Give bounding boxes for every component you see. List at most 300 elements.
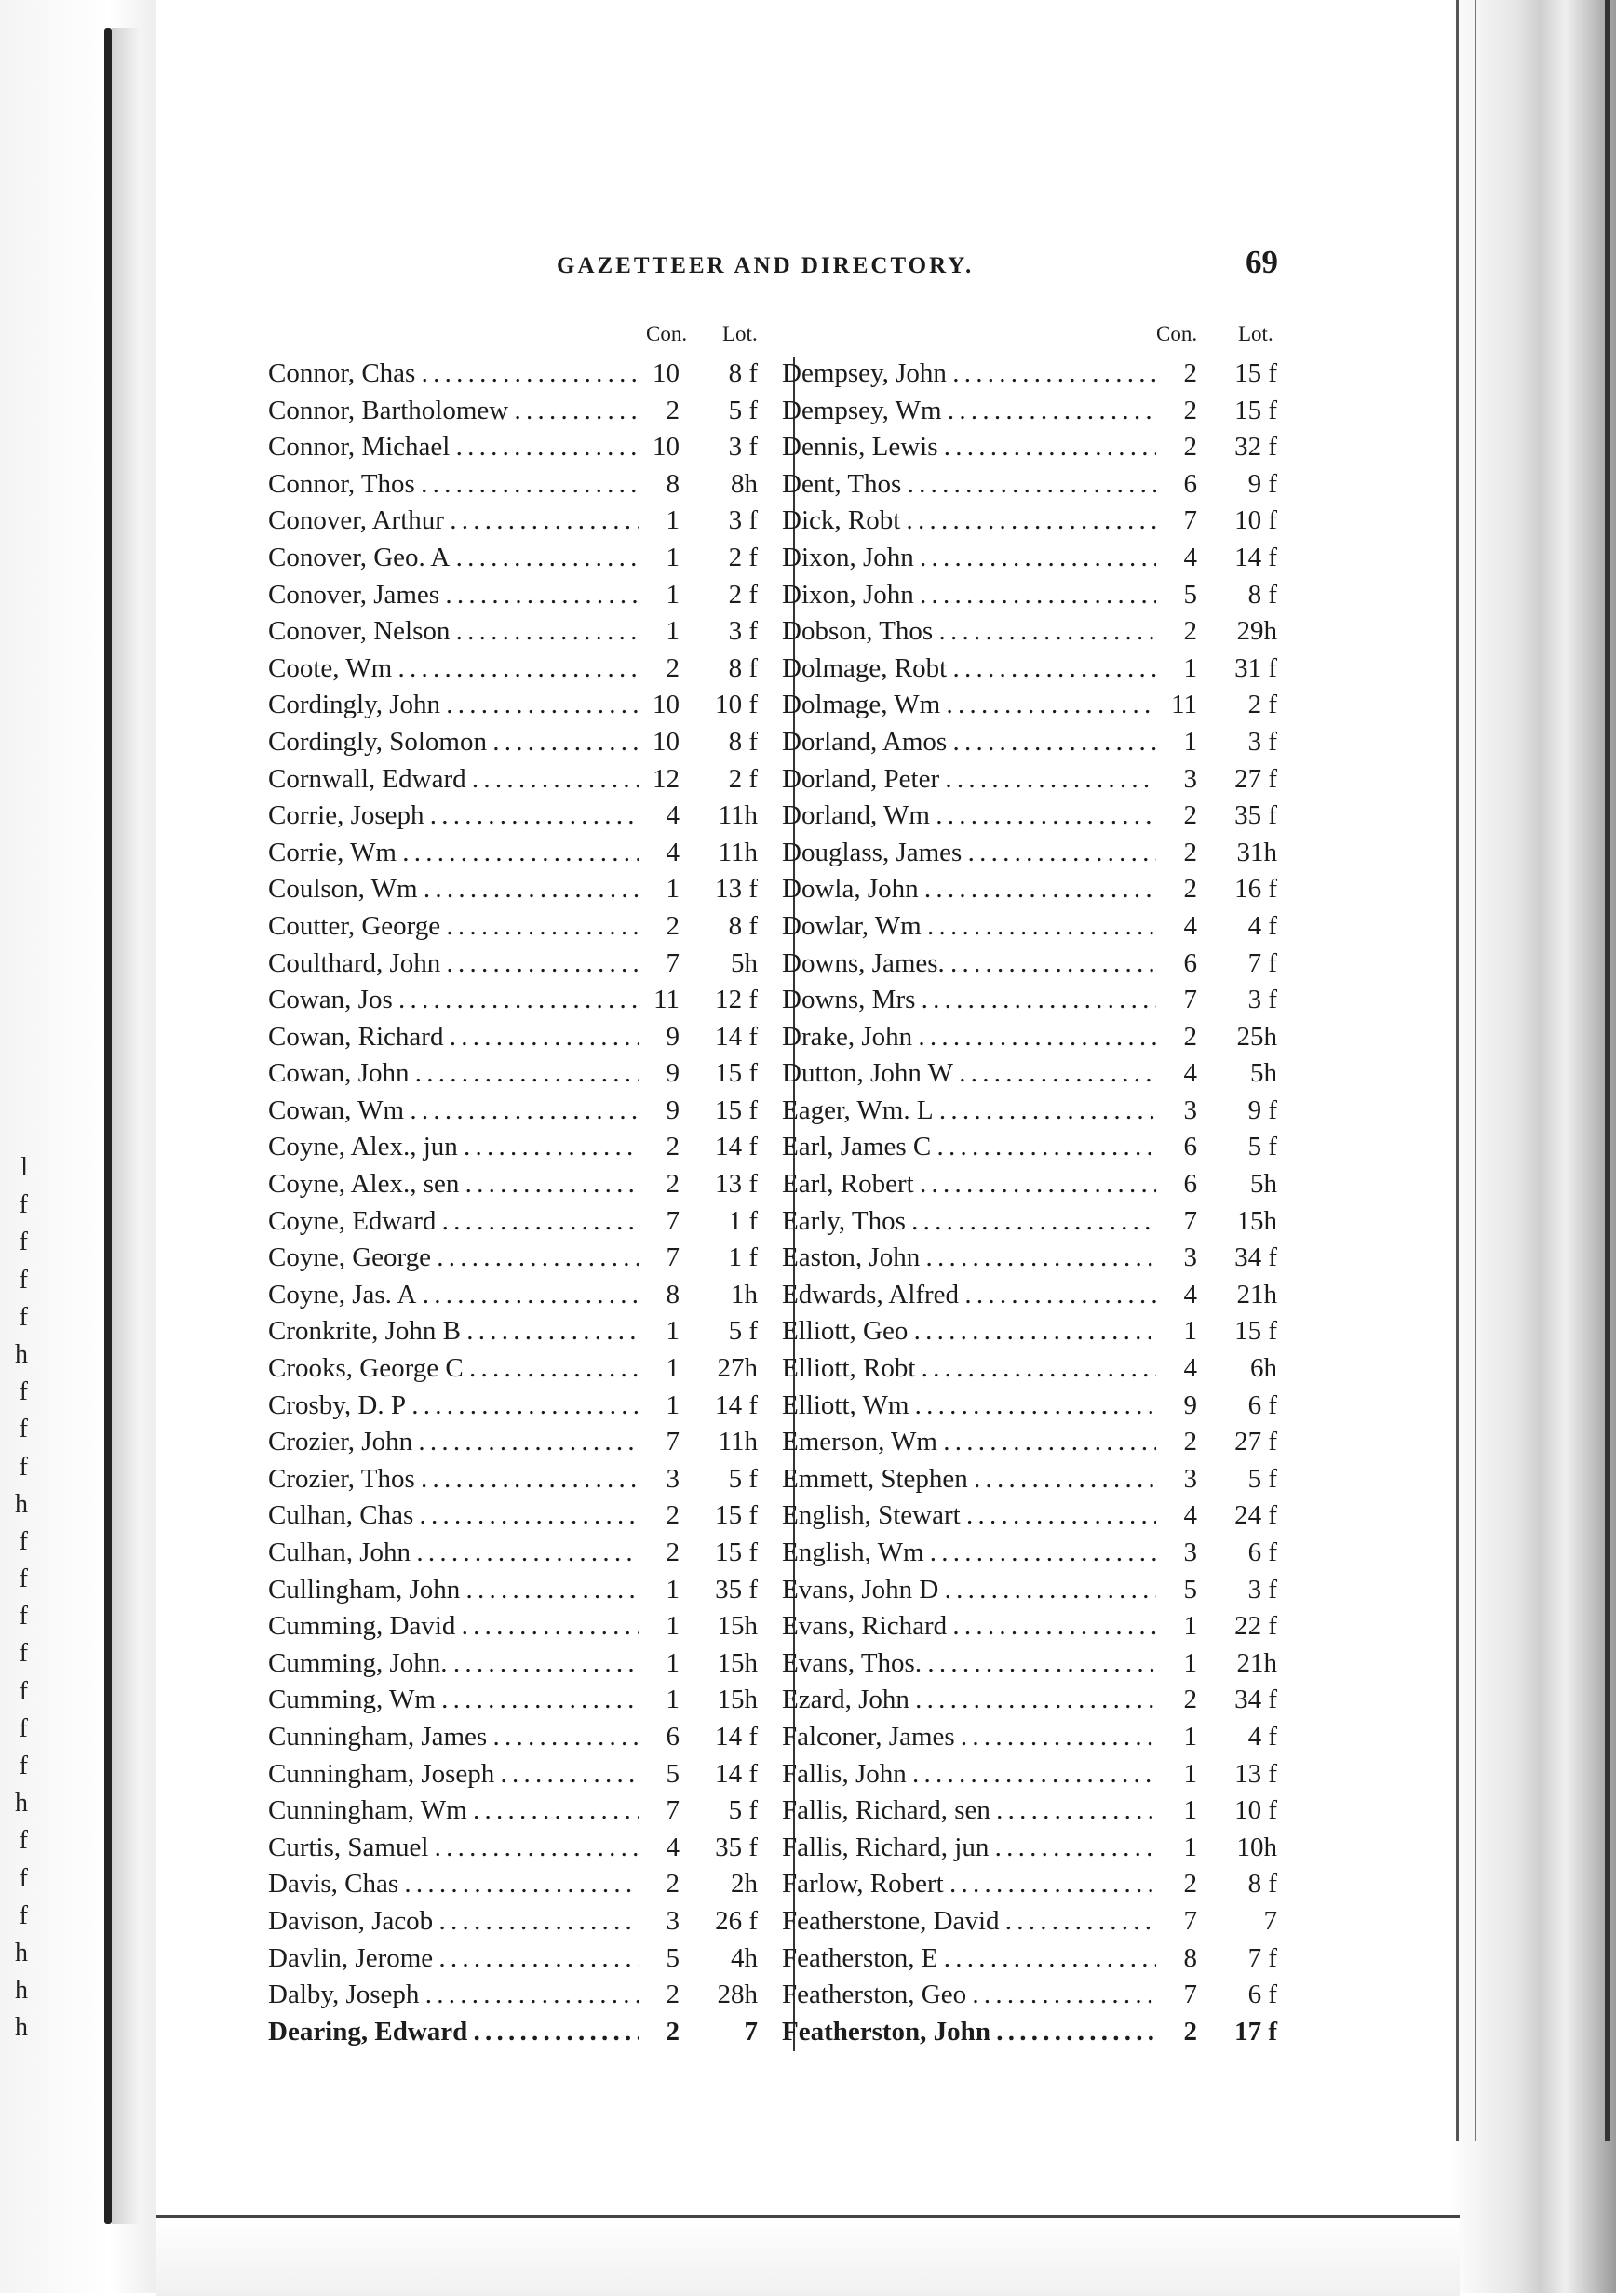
facing-page-fragment: f (19, 1639, 28, 1669)
facing-page-fragment: f (19, 1526, 28, 1556)
directory-column-left (268, 322, 771, 2050)
resident-name: Cowan, John . . . (268, 1055, 639, 1093)
concession-number: 1 (1183, 1647, 1197, 1678)
resident-name: Edwards, Alfred . . . (782, 1277, 1156, 1314)
concession-number: 10 (653, 432, 680, 463)
lot-number: 5 f (1247, 1463, 1277, 1494)
resident-name: Corrie, Joseph . . . (268, 798, 639, 835)
concession-number: 1 (666, 1611, 680, 1642)
concession-number: 11 (1171, 690, 1197, 720)
lot-number: 6 f (1247, 1980, 1277, 2010)
resident-name: Connor, Michael . . . (268, 429, 639, 466)
facing-page-fragment: h (15, 1789, 28, 1819)
lot-number: 35 f (715, 1574, 758, 1605)
directory-entry (782, 1830, 1294, 1867)
directory-entry (782, 1866, 1294, 1903)
lot-number: 6 f (1247, 1390, 1277, 1420)
directory-entry (782, 1424, 1294, 1461)
lot-number: 2 f (728, 542, 758, 572)
directory-entry (268, 1166, 771, 1203)
directory-entry (268, 1756, 771, 1793)
lot-number: 29h (1236, 616, 1277, 647)
lot-number: 15 f (715, 1500, 758, 1531)
resident-name: Featherstone, David . . . (782, 1903, 1156, 1940)
resident-name: Dobson, Thos . . . (782, 613, 1156, 651)
lot-number: 5 f (728, 1316, 758, 1347)
concession-number: 4 (666, 800, 680, 831)
directory-entry (268, 1497, 771, 1535)
lot-number: 5h (1250, 1058, 1277, 1089)
directory-column-right (782, 322, 1294, 2050)
directory-entry (782, 1019, 1294, 1056)
lot-number: 35 f (715, 1832, 758, 1862)
resident-name: Dolmage, Robt . . . (782, 651, 1156, 688)
concession-number: 2 (1183, 874, 1197, 905)
concession-number: 4 (666, 837, 680, 867)
directory-entry (268, 798, 771, 835)
directory-entry (268, 687, 771, 724)
resident-name: Conover, Arthur . . . (268, 503, 639, 540)
concession-number: 2 (666, 1169, 680, 1200)
concession-number: 4 (666, 1832, 680, 1862)
concession-number: 9 (666, 1094, 680, 1125)
concession-number: 5 (1183, 579, 1197, 610)
directory-entry (268, 1866, 771, 1903)
lot-number: 14 f (715, 1132, 758, 1162)
directory-entry (782, 613, 1294, 651)
resident-name: Cordingly, Solomon . . . (268, 724, 639, 761)
lot-number: 3 f (728, 616, 758, 647)
concession-number: 7 (1183, 505, 1197, 536)
resident-name: Coyne, Alex., sen . . . (268, 1166, 639, 1203)
lot-number: 4h (731, 1942, 758, 1973)
lot-number: 2 f (1247, 690, 1277, 720)
resident-name: English, Stewart . . . (782, 1497, 1156, 1535)
concession-number: 2 (1183, 432, 1197, 463)
lot-number: 35 f (1234, 800, 1277, 831)
lot-number: 21h (1236, 1647, 1277, 1678)
concession-number: 2 (1183, 1021, 1197, 1052)
directory-entry (782, 835, 1294, 872)
lot-number: 7 f (1247, 947, 1277, 978)
concession-number: 1 (666, 1353, 680, 1384)
page-edge-line (1475, 0, 1476, 2141)
facing-page-fragment: f (19, 1377, 28, 1407)
directory-entry (268, 1055, 771, 1093)
resident-name: Dowlar, Wm . . . (782, 908, 1156, 946)
concession-number: 6 (1183, 1132, 1197, 1162)
concession-number: 9 (666, 1058, 680, 1089)
concession-number: 1 (1183, 1795, 1197, 1826)
directory-entry (268, 540, 771, 577)
concession-number: 3 (1183, 1463, 1197, 1494)
directory-entry (782, 798, 1294, 835)
directory-entry (268, 724, 771, 761)
resident-name: Cornwall, Edward . . . (268, 761, 639, 799)
facing-page-fragment: f (19, 1302, 28, 1332)
resident-name: Elliott, Wm . . . (782, 1388, 1156, 1425)
facing-page-fragment: f (19, 1602, 28, 1631)
concession-number: 2 (1183, 616, 1197, 647)
concession-number: 5 (1183, 1574, 1197, 1605)
directory-entry (268, 1940, 771, 1978)
lot-number: 7 (1263, 1905, 1277, 1936)
concession-number: 1 (1183, 652, 1197, 683)
facing-page-fragment: f (19, 1190, 28, 1220)
directory-entry (268, 871, 771, 908)
lot-number: 28h (717, 1980, 758, 2010)
lot-number: 15 f (1234, 358, 1277, 388)
resident-name: Curtis, Samuel . . . (268, 1830, 639, 1867)
concession-number: 6 (1183, 468, 1197, 499)
concession-number: 7 (1183, 1205, 1197, 1236)
resident-name: English, Wm . . . (782, 1535, 1156, 1572)
concession-number: 2 (1183, 837, 1197, 867)
concession-number: 4 (1183, 1500, 1197, 1531)
lot-number: 32 f (1234, 432, 1277, 463)
directory-entry (268, 1977, 771, 2014)
lot-number: 15 f (715, 1094, 758, 1125)
resident-name: Earl, James C . . . (782, 1129, 1156, 1166)
lot-number: 5 f (728, 1795, 758, 1826)
lot-number: 4 f (1247, 910, 1277, 941)
concession-number: 10 (653, 690, 680, 720)
directory-entry (782, 356, 1294, 393)
resident-name: Cordingly, John . . . (268, 687, 639, 724)
lot-number: 15 f (715, 1537, 758, 1567)
directory-entry (782, 1792, 1294, 1830)
directory-entry (782, 1093, 1294, 1130)
concession-number: 1 (1183, 726, 1197, 757)
concession-number: 4 (1183, 542, 1197, 572)
resident-name: Featherston, E . . . (782, 1940, 1156, 1978)
directory-entry (268, 1535, 771, 1572)
page-edge-line (1605, 0, 1610, 2141)
facing-page-fragment: f (19, 1863, 28, 1893)
concession-number: 7 (666, 1205, 680, 1236)
concession-number: 1 (666, 505, 680, 536)
lot-number: 6 f (1247, 1537, 1277, 1567)
resident-name: Downs, James. . . . (782, 946, 1156, 983)
resident-name: Fallis, Richard, jun . . . (782, 1830, 1156, 1867)
concession-number: 6 (666, 1721, 680, 1752)
lot-number: 5 f (728, 395, 758, 425)
facing-page-fragment: f (19, 1826, 28, 1856)
directory-entry (782, 1608, 1294, 1645)
resident-name: Coulson, Wm . . . (268, 871, 639, 908)
resident-name: Eager, Wm. L . . . (782, 1093, 1156, 1130)
directory-entry (268, 1277, 771, 1314)
lot-number: 6h (1250, 1353, 1277, 1384)
directory-entry (268, 1093, 771, 1130)
concession-number: 7 (666, 947, 680, 978)
concession-number: 1 (1183, 1316, 1197, 1347)
con-header: Con. (1156, 322, 1198, 345)
directory-entry (782, 1497, 1294, 1535)
lot-number: 2 f (728, 763, 758, 794)
resident-name: Dorland, Peter . . . (782, 761, 1156, 799)
concession-number: 3 (1183, 1537, 1197, 1567)
lot-number: 9 f (1247, 1094, 1277, 1125)
directory-entry (268, 1240, 771, 1277)
lot-number: 9 f (1247, 468, 1277, 499)
directory-entry (268, 1350, 771, 1388)
directory-entry (268, 1719, 771, 1756)
concession-number: 1 (666, 579, 680, 610)
resident-name: Conover, James . . . (268, 577, 639, 614)
lot-number: 2h (731, 1869, 758, 1900)
concession-number: 1 (666, 1574, 680, 1605)
resident-name: Coote, Wm . . . (268, 651, 639, 688)
lot-number: 21h (1236, 1279, 1277, 1309)
lot-number: 14 f (715, 1021, 758, 1052)
facing-page-fragment: f (19, 1676, 28, 1706)
directory-entry (268, 577, 771, 614)
lot-number: 3 f (728, 505, 758, 536)
directory-entry (782, 1977, 1294, 2014)
concession-number: 2 (666, 1132, 680, 1162)
gutter-shadow (112, 28, 140, 2224)
directory-entry (782, 1535, 1294, 1572)
concession-number: 2 (666, 1537, 680, 1567)
directory-entry (782, 1940, 1294, 1978)
lot-number: 2 f (728, 579, 758, 610)
directory-entry (268, 982, 771, 1019)
directory-entry (268, 1424, 771, 1461)
lot-number: 8 f (728, 910, 758, 941)
concession-number: 8 (666, 1279, 680, 1309)
directory-entry (268, 1572, 771, 1609)
page-edge-line (1456, 0, 1459, 2141)
directory-entry (268, 429, 771, 466)
facing-page-text-fragments (0, 1149, 28, 2048)
concession-number: 2 (666, 1980, 680, 2010)
directory-entry (782, 1461, 1294, 1498)
concession-number: 2 (1183, 395, 1197, 425)
resident-name: Cumming, John. . . . (268, 1645, 639, 1683)
directory-entry (782, 1129, 1294, 1166)
directory-entry (268, 1682, 771, 1719)
resident-name: Connor, Bartholomew . . . (268, 393, 639, 430)
concession-number: 2 (1183, 2016, 1197, 2047)
page-bottom-edge (156, 2215, 1460, 2296)
resident-name: Douglass, James . . . (782, 835, 1156, 872)
directory-entry (782, 1313, 1294, 1350)
resident-name: Featherston, John . . . (782, 2014, 1156, 2051)
resident-name: Cunningham, Wm . . . (268, 1792, 639, 1830)
directory-entry (268, 761, 771, 799)
directory-entry (782, 724, 1294, 761)
facing-page-fragment: f (19, 1415, 28, 1444)
resident-name: Coyne, Jas. A . . . (268, 1277, 639, 1314)
concession-number: 3 (666, 1463, 680, 1494)
resident-name: Crozier, Thos . . . (268, 1461, 639, 1498)
directory-entry (782, 1240, 1294, 1277)
concession-number: 2 (666, 652, 680, 683)
concession-number: 6 (1183, 947, 1197, 978)
resident-name: Cumming, Wm . . . (268, 1682, 639, 1719)
directory-entry (782, 393, 1294, 430)
column-headers (268, 322, 771, 356)
facing-page-fragment: h (15, 1976, 28, 2006)
lot-number: 15h (717, 1611, 758, 1642)
directory-entry (268, 946, 771, 983)
concession-number: 8 (666, 468, 680, 499)
resident-name: Evans, Thos. . . . (782, 1645, 1156, 1683)
lot-number: 8 f (728, 652, 758, 683)
directory-entry (782, 1645, 1294, 1683)
directory-entry (268, 1203, 771, 1241)
resident-name: Conover, Nelson . . . (268, 613, 639, 651)
directory-entry (268, 835, 771, 872)
lot-number: 15 f (1234, 1316, 1277, 1347)
concession-number: 2 (666, 910, 680, 941)
lot-number: 34 f (1234, 1242, 1277, 1273)
directory-entry (782, 1203, 1294, 1241)
lot-number: 11h (718, 800, 758, 831)
lot-number: 3 f (728, 432, 758, 463)
concession-number: 4 (1183, 910, 1197, 941)
resident-name: Falconer, James . . . (782, 1719, 1156, 1756)
lot-number: 26 f (715, 1905, 758, 1936)
directory-entry (782, 946, 1294, 983)
directory-entry (268, 1903, 771, 1940)
directory-entry (782, 429, 1294, 466)
directory-rows-right (782, 356, 1294, 2050)
directory-entry (782, 1903, 1294, 1940)
resident-name: Dick, Robt . . . (782, 503, 1156, 540)
resident-name: Cunningham, James . . . (268, 1719, 639, 1756)
resident-name: Dennis, Lewis . . . (782, 429, 1156, 466)
concession-number: 3 (1183, 1242, 1197, 1273)
directory-entry (782, 982, 1294, 1019)
lot-number: 14 f (715, 1721, 758, 1752)
resident-name: Dixon, John . . . (782, 577, 1156, 614)
lot-number: 14 f (1234, 542, 1277, 572)
directory-entry (268, 2014, 771, 2051)
lot-number: 14 f (715, 1390, 758, 1420)
concession-number: 12 (653, 763, 680, 794)
resident-name: Easton, John . . . (782, 1240, 1156, 1277)
resident-name: Earl, Robert . . . (782, 1166, 1156, 1203)
concession-number: 1 (666, 1647, 680, 1678)
concession-number: 8 (1183, 1942, 1197, 1973)
resident-name: Dempsey, John . . . (782, 356, 1156, 393)
resident-name: Culhan, Chas . . . (268, 1497, 639, 1535)
directory-entry (782, 1719, 1294, 1756)
resident-name: Dempsey, Wm . . . (782, 393, 1156, 430)
directory-entry (782, 1055, 1294, 1093)
directory-entry (268, 908, 771, 946)
resident-name: Conover, Geo. A . . . (268, 540, 639, 577)
lot-number: 15h (717, 1647, 758, 1678)
directory-entry (268, 503, 771, 540)
concession-number: 4 (1183, 1353, 1197, 1384)
directory-entry (782, 871, 1294, 908)
lot-number: 34 f (1234, 1685, 1277, 1715)
directory-entry (782, 1350, 1294, 1388)
lot-number: 10 f (715, 690, 758, 720)
lot-number: 27 f (1234, 1427, 1277, 1457)
resident-name: Dent, Thos . . . (782, 466, 1156, 504)
directory-entry (782, 651, 1294, 688)
book-gutter (104, 28, 112, 2224)
lot-number: 10 f (1234, 1795, 1277, 1826)
concession-number: 1 (666, 1390, 680, 1420)
lot-number: 16 f (1234, 874, 1277, 905)
concession-number: 6 (1183, 1169, 1197, 1200)
concession-number: 7 (1183, 1980, 1197, 2010)
facing-page-fragment: f (19, 1265, 28, 1295)
lot-number: 8h (731, 468, 758, 499)
directory-entry (782, 2014, 1294, 2051)
concession-number: 7 (1183, 1905, 1197, 1936)
directory-rows-left (268, 356, 771, 2050)
lot-number: 31 f (1234, 652, 1277, 683)
facing-page-fragment: h (15, 1938, 28, 1967)
resident-name: Culhan, John . . . (268, 1535, 639, 1572)
resident-name: Dorland, Amos . . . (782, 724, 1156, 761)
concession-number: 1 (666, 1685, 680, 1715)
concession-number: 7 (666, 1242, 680, 1273)
concession-number: 2 (1183, 358, 1197, 388)
resident-name: Evans, John D . . . (782, 1572, 1156, 1609)
lot-number: 5h (1250, 1169, 1277, 1200)
concession-number: 7 (666, 1795, 680, 1826)
facing-page-fragment: f (19, 1228, 28, 1257)
resident-name: Elliott, Robt . . . (782, 1350, 1156, 1388)
directory-entry (268, 1830, 771, 1867)
concession-number: 1 (666, 542, 680, 572)
facing-page-fragment: f (19, 1900, 28, 1930)
directory-entry (782, 503, 1294, 540)
facing-page-fragment: f (19, 1564, 28, 1594)
directory-entry (268, 651, 771, 688)
resident-name: Corrie, Wm . . . (268, 835, 639, 872)
resident-name: Dalby, Joseph . . . (268, 1977, 639, 2014)
lot-number: 31h (1236, 837, 1277, 867)
directory-entry (268, 356, 771, 393)
facing-page-fragment: l (20, 1153, 28, 1182)
concession-number: 3 (1183, 763, 1197, 794)
resident-name: Cowan, Wm . . . (268, 1093, 639, 1130)
directory-entry (268, 1019, 771, 1056)
resident-name: Dutton, John W . . . (782, 1055, 1156, 1093)
concession-number: 5 (666, 1758, 680, 1789)
resident-name: Connor, Thos . . . (268, 466, 639, 504)
resident-name: Emmett, Stephen . . . (782, 1461, 1156, 1498)
lot-header: Lot. (722, 322, 758, 345)
lot-number: 13 f (715, 1169, 758, 1200)
resident-name: Cunningham, Joseph . . . (268, 1756, 639, 1793)
directory-entry (782, 687, 1294, 724)
resident-name: Cumming, David . . . (268, 1608, 639, 1645)
directory-entry (268, 1792, 771, 1830)
resident-name: Elliott, Geo . . . (782, 1313, 1156, 1350)
concession-number: 10 (653, 358, 680, 388)
resident-name: Cowan, Richard . . . (268, 1019, 639, 1056)
column-headers (782, 322, 1294, 356)
resident-name: Evans, Richard . . . (782, 1608, 1156, 1645)
con-header: Con. (646, 322, 688, 345)
lot-number: 12 f (715, 985, 758, 1015)
facing-page-fragment: h (15, 1339, 28, 1369)
concession-number: 2 (666, 1869, 680, 1900)
directory-entry (268, 1645, 771, 1683)
concession-number: 9 (1183, 1390, 1197, 1420)
directory-entry (268, 1608, 771, 1645)
directory-entry (782, 1756, 1294, 1793)
